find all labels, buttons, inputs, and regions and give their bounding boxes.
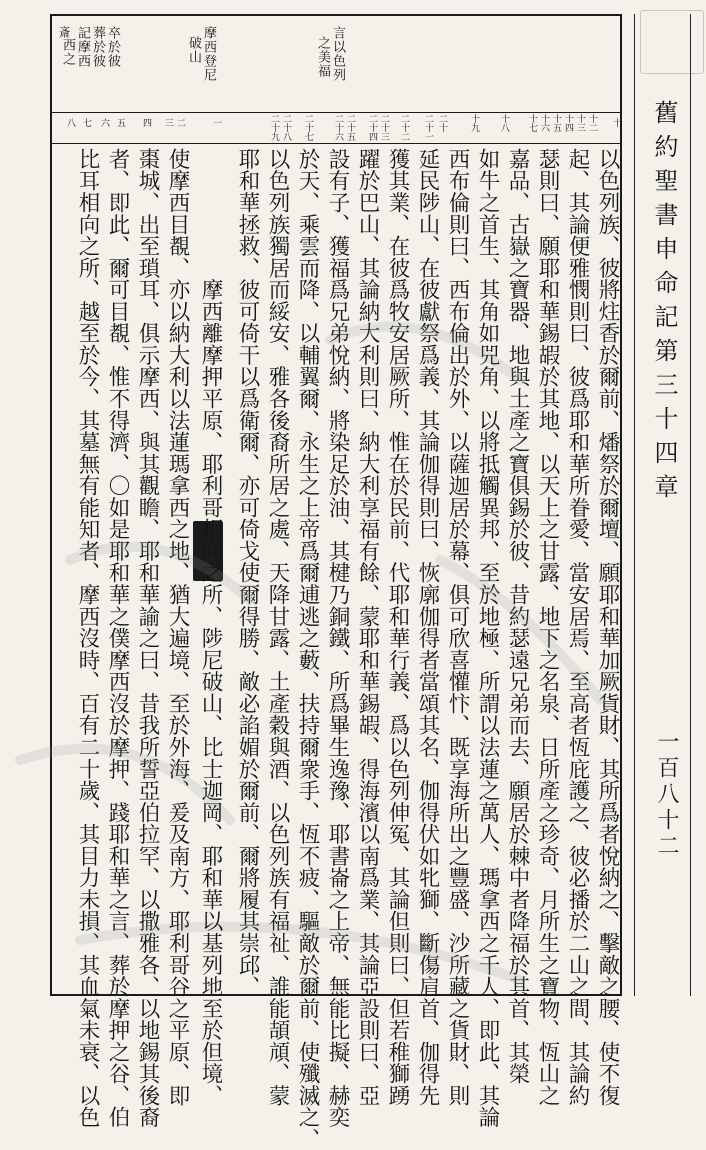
verse-number: 十六 — [539, 114, 549, 132]
text-column: 以色列族獨居而綏安、雅各後裔所居之處、天降甘露、土產穀與酒、以色列族有福祉、誰能頡頏、蒙 — [265, 148, 290, 1107]
verse-number: 十三 — [575, 114, 585, 132]
head-note: 卒於彼 — [105, 26, 120, 68]
text-column: 延民陟山、在彼獻祭爲義、其論伽得則曰、恢廓伽得者當頌其名、伽得伏如牝獅、斷傷肩首、伽得先 — [415, 148, 440, 1107]
verse-number-divider — [50, 143, 622, 144]
verse-number: 二十 — [437, 114, 447, 132]
running-head-rule-left — [634, 14, 635, 996]
head-note: 摩西登尼 — [201, 26, 216, 82]
page-number: 一百八十二 — [654, 730, 679, 860]
verse-number: 七 — [81, 118, 91, 127]
text-column: 如牛之首生、其角如兕角、以將抵觸異邦、至於地極、所謂以法蓮之萬人、瑪拿西之千人、即此、其論 — [475, 148, 500, 1129]
verse-number: 二十四 — [367, 114, 377, 141]
head-note: 之美福 — [315, 36, 330, 78]
verse-number: 二十二 — [399, 114, 409, 141]
head-note: 葬於彼 — [90, 26, 105, 68]
head-note: 言以色列 — [330, 26, 345, 82]
verse-number: 一 — [211, 118, 221, 127]
verse-number: 十四 — [563, 114, 573, 132]
verse-number: 五 — [115, 118, 125, 127]
verse-number: 二十七 — [303, 114, 313, 141]
verse-number: 三 — [163, 118, 173, 127]
verse-number: 二十五 — [345, 114, 355, 141]
verse-number: 二十一 — [423, 114, 433, 141]
text-column: 棗城、出至瑣耳、俱示摩西、與其觀瞻、耶和華諭之曰、昔我所誓亞伯拉罕、以撒雅各、以地錫其後裔 — [135, 148, 160, 1129]
verse-number: 六 — [99, 118, 109, 127]
text-column: 西布倫則曰、西布倫出於外、以薩迦居於幕、俱可欣喜懽忭、既享海所出之豐盛、沙所藏之貨財、則 — [445, 148, 470, 1107]
text-column: 獲其業、在彼爲牧安居厥所、惟在於民前、代耶和華行義、爲以色列伸冤、其論但則曰、但若稚獅踴 — [385, 148, 410, 1107]
text-column: 躍於巴山、其論納大利則曰、納大利享福有餘、蒙耶和華錫嘏、得海濱以南爲業、其論亞設則曰、亞 — [355, 148, 380, 1107]
text-column: 比耳相向之所、越至於今、其墓無有能知者、摩西沒時、百有二十歲、其目力未損、其血氣未衰、以色 — [75, 148, 100, 1129]
text-column: 起、其論便雅憫則曰、彼爲耶和華所眷愛、當安居焉、至高者恆庇護之、彼必播於二山之間、其論約 — [565, 148, 590, 1107]
verse-number: 二十六 — [333, 114, 343, 141]
verse-number: 十八 — [499, 114, 509, 132]
text-column: 耶和華拯救、彼可倚干以爲衛爾、亦可倚戈使爾得勝、敵必諂媚於爾前、爾將履其崇邱、 — [235, 148, 260, 998]
verse-number: 十五 — [551, 114, 561, 132]
text-column: 設有子、獲福爲兄弟悅納、將染足於油、其楗乃銅鐵、所爲畢生逸豫、耶書崙之上帝、無能比擬、赫奕 — [325, 148, 350, 1129]
verse-number: 二十九 — [269, 114, 279, 141]
verse-number: 四 — [141, 118, 151, 127]
text-column: 以色列族、彼將炷香於爾前、燔祭於爾壇、願耶和華加厥貨財、其所爲者悅納之、擊敵之腰、使不復 — [595, 148, 620, 1107]
verse-number: 十九 — [469, 114, 479, 132]
verse-number: 八 — [65, 118, 75, 127]
library-stamp — [640, 10, 704, 74]
text-column: 於天、乘雲而降、以輔翼爾、永生之上帝爲爾逋逃之藪、扶持爾衆手、恆不疲、驅敵於爾前、使殲滅之、 — [295, 148, 320, 1150]
running-head: 舊約聖書申命記第三十四章 — [650, 100, 678, 508]
verse-number: 二 — [175, 118, 185, 127]
verse-number: 十 — [611, 118, 621, 127]
head-note: 記摩西 — [75, 26, 90, 68]
chapter-text: 摩西離摩押平原、耶利哥相向之所、陟尼破山、比士迦岡、耶和華以基列地至於但境、 — [198, 256, 223, 1107]
head-note-divider — [50, 112, 622, 113]
verse-number: 十二 — [587, 114, 597, 132]
verse-number: 二十三 — [379, 114, 389, 141]
text-column: 嘉品、古嶽之寶器、地與土產之寶俱錫於彼、昔約瑟遠兄弟而去、願居於棘中者降福於其首、其榮 — [505, 148, 530, 1085]
text-column: 使摩西目覩、亦以納大利以法蓮瑪拿西之地、猶大遍境、至於外海、爰及南方、耶利哥谷之平原、即 — [165, 148, 190, 1107]
chapter-heading-label: 第三十四章 — [198, 148, 223, 257]
head-note: 破山 — [186, 36, 201, 64]
verse-number: 二十八 — [281, 114, 291, 141]
chapter-heading-column — [198, 148, 223, 1107]
head-note: 西之 — [60, 38, 75, 66]
text-column: 瑟則曰、願耶和華錫嘏於其地、以天上之甘露、地下之名泉、日所產之珍奇、月所生之寶物、恆山之 — [535, 148, 560, 1107]
head-note: 斎 — [57, 26, 71, 39]
text-column: 者、即此、爾可目覩、惟不得濟、〇如是耶和華之僕摩西沒於摩押、踐耶和華之言、葬於摩押之谷、伯 — [105, 148, 130, 1129]
running-head-rule-right — [690, 14, 691, 996]
verse-number: 十七 — [527, 114, 537, 132]
